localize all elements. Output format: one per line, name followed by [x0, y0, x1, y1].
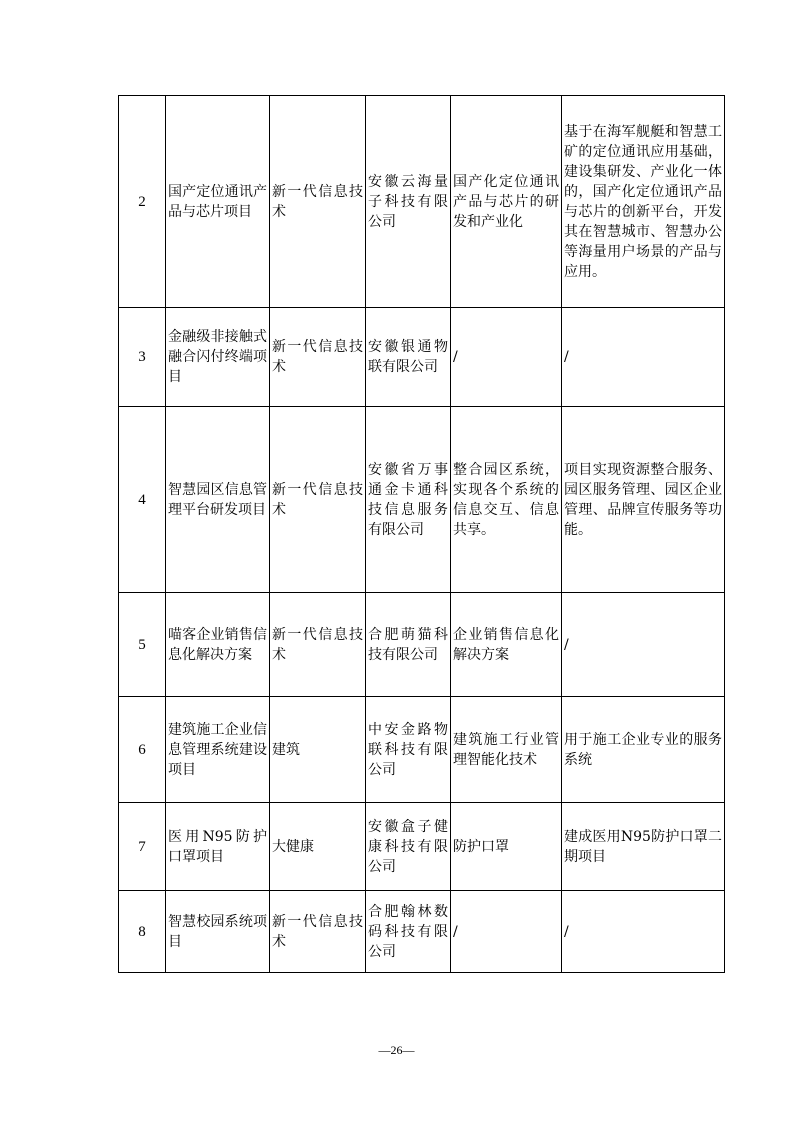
- row-number: 5: [119, 593, 166, 697]
- goal: /: [562, 593, 725, 697]
- company: 安徽省万事通金卡通科技信息服务有限公司: [366, 407, 451, 593]
- page-number: —26—: [378, 1043, 415, 1057]
- industry: 新一代信息技术: [270, 96, 366, 308]
- row-number: 6: [119, 697, 166, 803]
- goal: /: [562, 308, 725, 407]
- table-row: [119, 891, 725, 973]
- project-name: 金融级非接触式融合闪付终端项目: [166, 308, 270, 407]
- project-table: [118, 95, 725, 973]
- content: 国产化定位通讯产品与芯片的研发和产业化: [451, 96, 562, 308]
- row-number: 4: [119, 407, 166, 593]
- goal: /: [562, 891, 725, 973]
- table-row: [119, 593, 725, 697]
- content: 整合园区系统，实现各个系统的信息交互、信息共享。: [451, 407, 562, 593]
- project-name: 智慧园区信息管理平台研发项目: [166, 407, 270, 593]
- table-row: [119, 407, 725, 593]
- goal: 建成医用N95防护口罩二期项目: [562, 803, 725, 891]
- content: 防护口罩: [451, 803, 562, 891]
- company: 安徽云海量子科技有限公司: [366, 96, 451, 308]
- company: 中安金路物联科技有限公司: [366, 697, 451, 803]
- project-name: 智慧校园系统项目: [166, 891, 270, 973]
- goal: 基于在海军舰艇和智慧工矿的定位通讯应用基础，建设集研发、产业化一体的，国产化定位通讯产品与芯片的创新平台，开发其在智慧城市、智慧办公等海量用户场景的产品与应用。: [562, 96, 725, 308]
- content: /: [451, 308, 562, 407]
- project-name: 国产定位通讯产品与芯片项目: [166, 96, 270, 308]
- project-name: 建筑施工企业信息管理系统建设项目: [166, 697, 270, 803]
- project-name: 喵客企业销售信息化解决方案: [166, 593, 270, 697]
- industry: 新一代信息技术: [270, 891, 366, 973]
- row-number: 8: [119, 891, 166, 973]
- industry: 新一代信息技术: [270, 407, 366, 593]
- industry: 建筑: [270, 697, 366, 803]
- row-number: 2: [119, 96, 166, 308]
- industry: 新一代信息技术: [270, 593, 366, 697]
- table-row: [119, 803, 725, 891]
- company: 合肥翰林数码科技有限公司: [366, 891, 451, 973]
- goal: 项目实现资源整合服务、园区服务管理、园区企业管理、品牌宣传服务等功能。: [562, 407, 725, 593]
- content: 建筑施工行业管理智能化技术: [451, 697, 562, 803]
- table-row: [119, 96, 725, 308]
- table-row: [119, 308, 725, 407]
- goal: 用于施工企业专业的服务系统: [562, 697, 725, 803]
- content: /: [451, 891, 562, 973]
- company: 合肥萌猫科技有限公司: [366, 593, 451, 697]
- company: 安徽银通物联有限公司: [366, 308, 451, 407]
- industry: 大健康: [270, 803, 366, 891]
- table-row: [119, 697, 725, 803]
- row-number: 7: [119, 803, 166, 891]
- content: 企业销售信息化解决方案: [451, 593, 562, 697]
- company: 安徽盒子健康科技有限公司: [366, 803, 451, 891]
- row-number: 3: [119, 308, 166, 407]
- industry: 新一代信息技术: [270, 308, 366, 407]
- project-name: 医用N95防护口罩项目: [166, 803, 270, 891]
